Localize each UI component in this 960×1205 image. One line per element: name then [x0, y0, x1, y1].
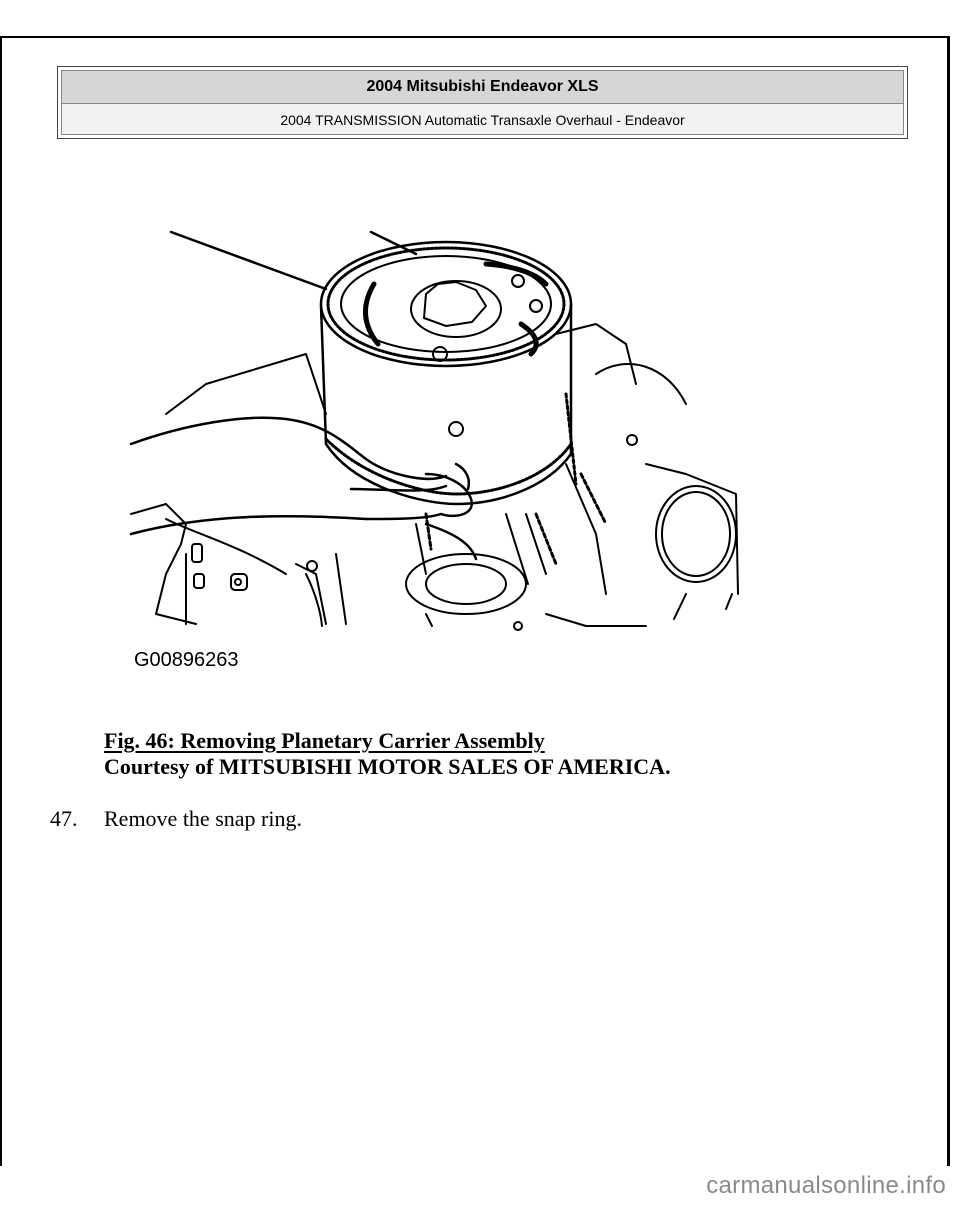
- caption-title: Fig. 46: Removing Planetary Carrier Assembly: [104, 728, 545, 753]
- step-number: 47.: [50, 806, 78, 831]
- vehicle-title: 2004 Mitsubishi Endeavor XLS: [62, 71, 903, 104]
- planetary-carrier: [321, 242, 576, 504]
- figure-illustration: [126, 214, 746, 674]
- watermark-link[interactable]: carmanualsonline.info: [706, 1172, 946, 1199]
- procedure-step: [50, 806, 302, 832]
- hands-and-arms: [131, 232, 476, 559]
- transaxle-case: [131, 324, 738, 630]
- caption-credit: Courtesy of MITSUBISHI MOTOR SALES OF AMERICA.: [104, 754, 671, 779]
- figure-code: G00896263: [134, 649, 239, 671]
- step-text: Remove the snap ring.: [104, 806, 302, 831]
- figure-caption: [104, 728, 864, 780]
- document-header: [57, 66, 908, 139]
- section-subtitle: 2004 TRANSMISSION Automatic Transaxle Overhaul - Endeavor: [62, 104, 903, 134]
- header-inner: [61, 70, 904, 135]
